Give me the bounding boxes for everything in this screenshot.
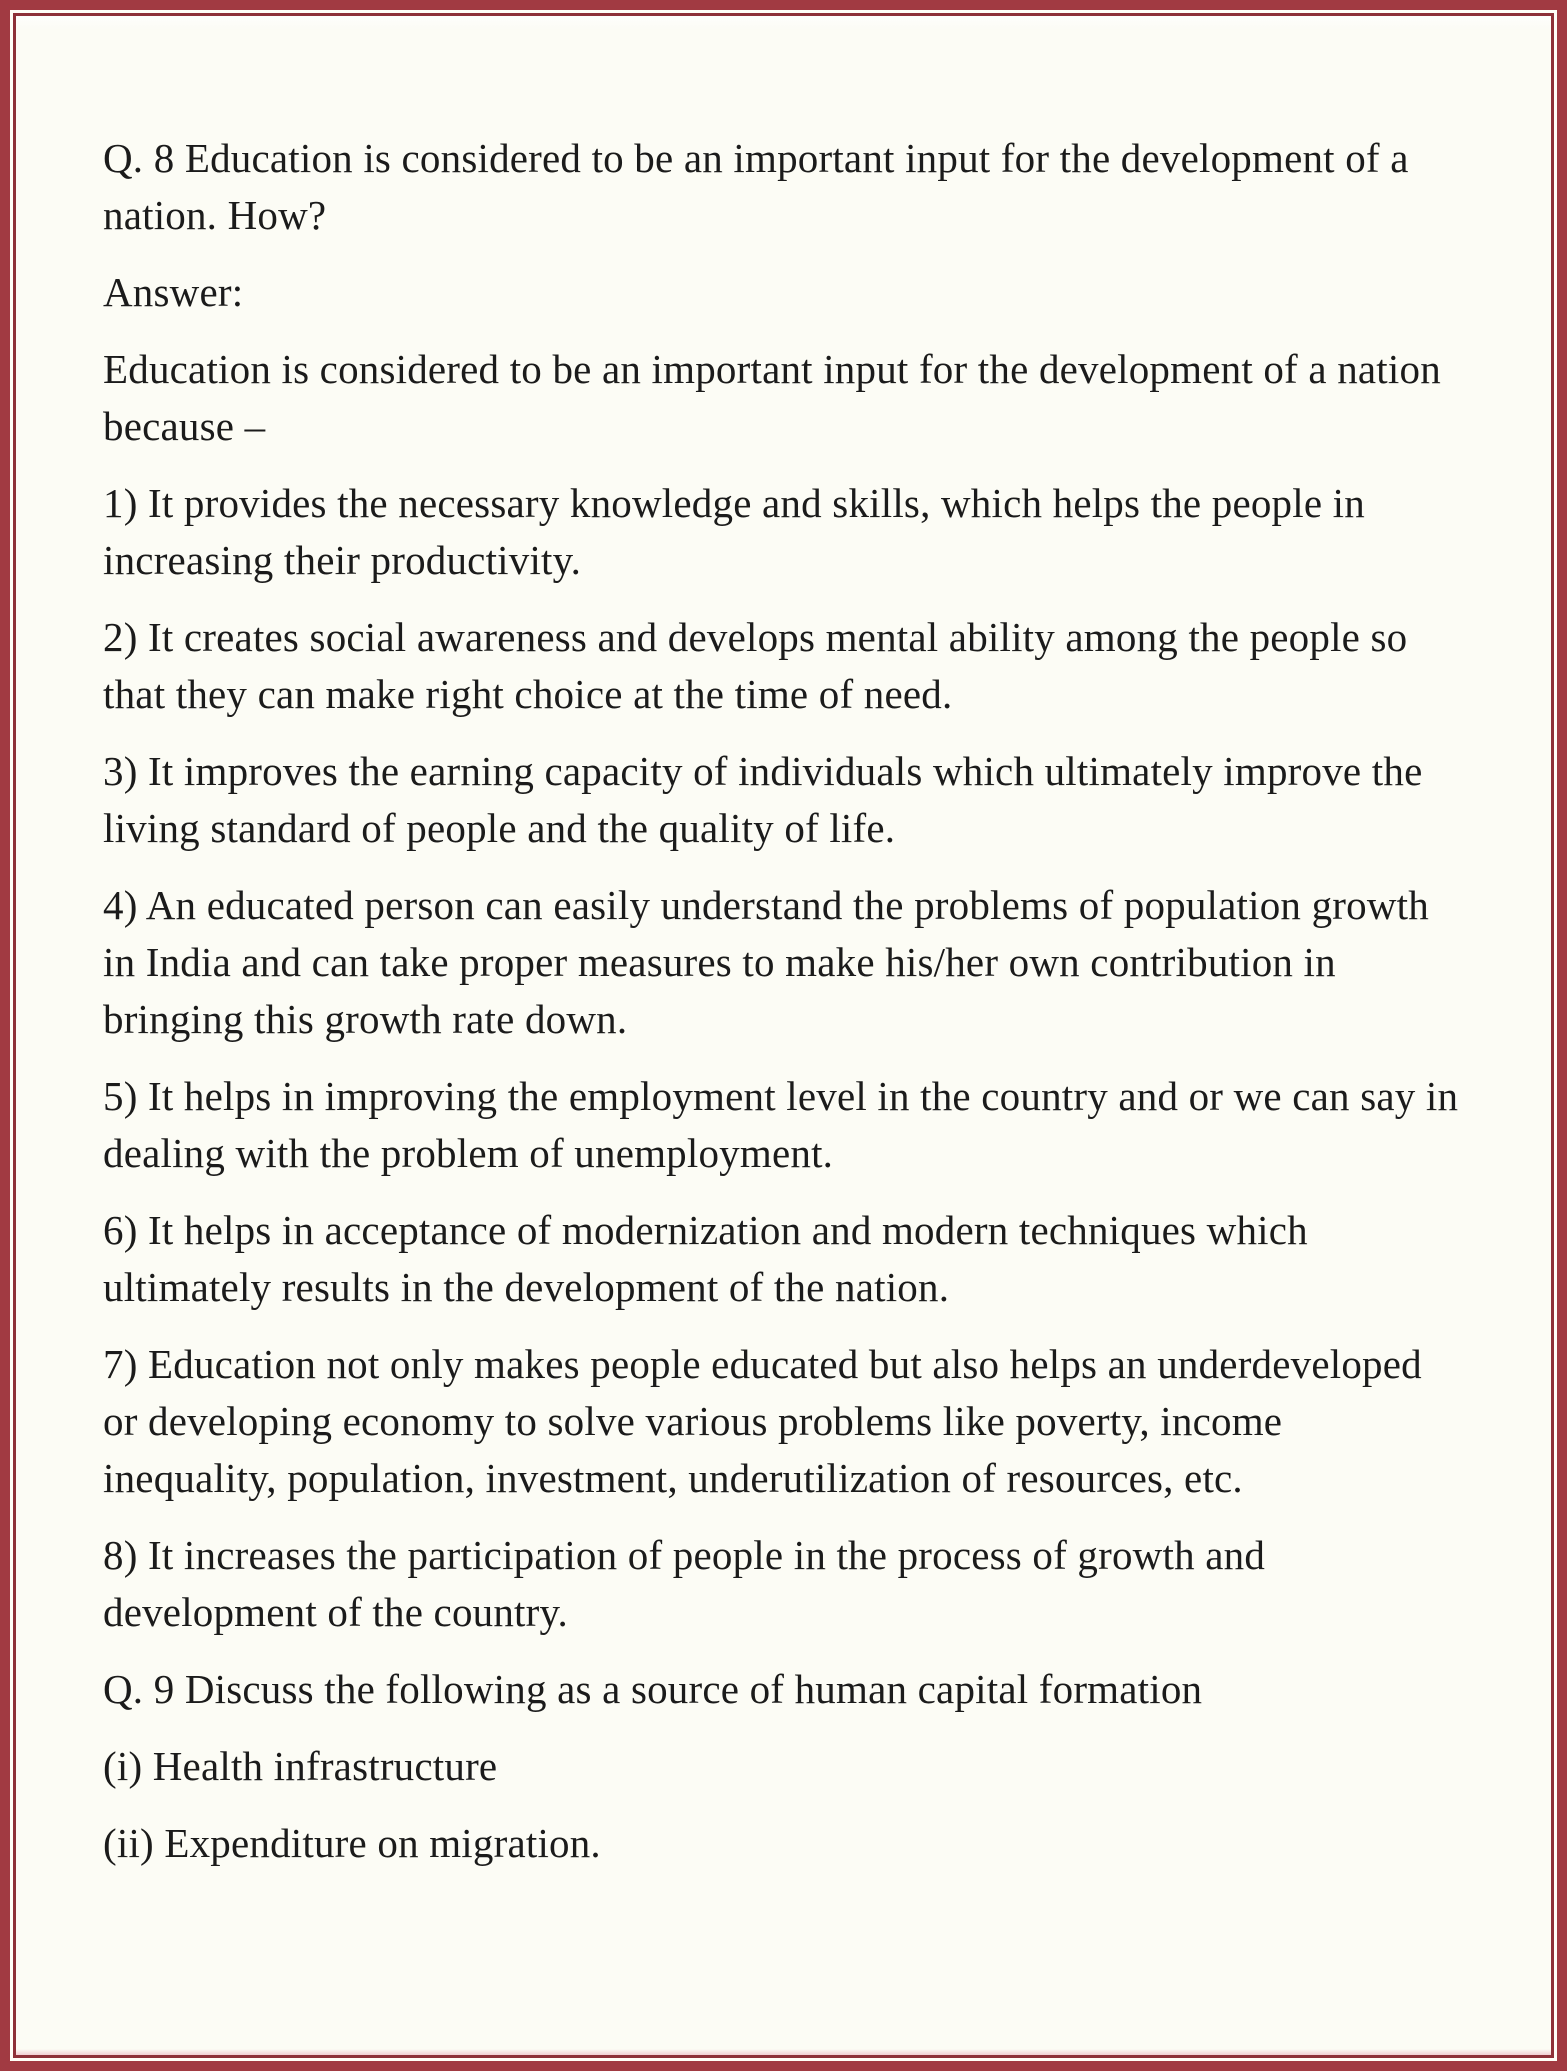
answer-point-6: 6) It helps in acceptance of modernization and modern techniques which ultimately results in the development of the nation.: [103, 1207, 1308, 1310]
question-9-sub-ii: (ii) Expenditure on migration.: [103, 1820, 601, 1866]
answer-intro: Education is considered to be an important input for the development of a nation because –: [103, 346, 1441, 449]
answer-point-3: 3) It improves the earning capacity of individuals which ultimately improve the living standard of people and the quality of life.: [103, 748, 1423, 851]
question-8: Q. 8 Education is considered to be an important input for the development of a nation. How?: [103, 135, 1409, 238]
answer-point-5: 5) It helps in improving the employment level in the country and or we can say in dealing with the problem of unemployment.: [103, 1073, 1459, 1176]
answer-point-7: 7) Education not only makes people educated but also helps an underdeveloped or developing economy to solve various problems like poverty, income inequality, population, investment, underutilization of resources, etc.: [103, 1341, 1422, 1501]
document-page: [13, 13, 1554, 2058]
question-9-sub-i: (i) Health infrastructure: [103, 1743, 498, 1789]
answer-point-4: 4) An educated person can easily understand the problems of population growth in India and can take proper measures to make his/her own contribution in bringing this growth rate down.: [103, 882, 1429, 1042]
answer-label: Answer:: [103, 269, 244, 315]
answer-point-2: 2) It creates social awareness and develops mental ability among the people so that they can make right choice at the time of need.: [103, 614, 1408, 717]
page-border-gap: [10, 10, 1557, 2061]
answer-point-1: 1) It provides the necessary knowledge and skills, which helps the people in increasing their productivity.: [103, 480, 1365, 583]
answer-point-8: 8) It increases the participation of people in the process of growth and development of the country.: [103, 1532, 1266, 1635]
question-9: Q. 9 Discuss the following as a source of human capital formation: [103, 1666, 1203, 1712]
